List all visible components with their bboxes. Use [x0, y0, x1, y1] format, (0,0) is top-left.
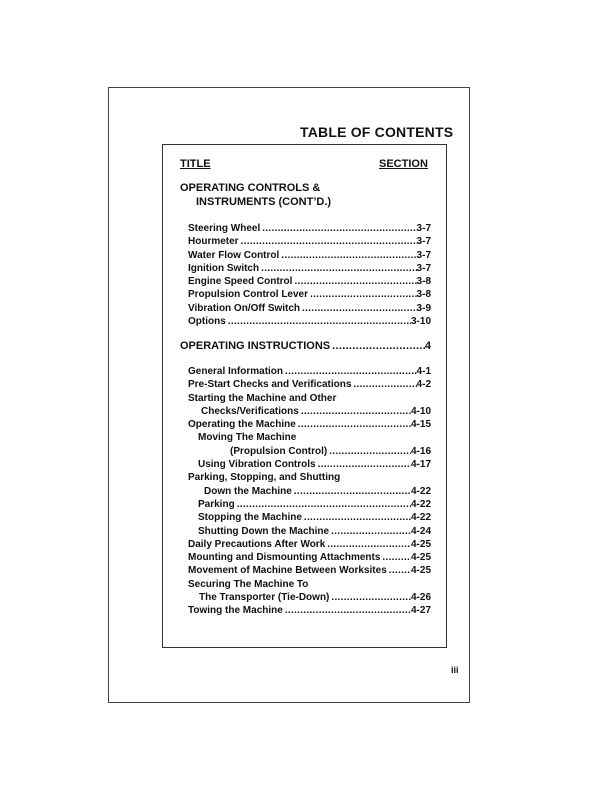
dot-leader	[235, 498, 411, 511]
toc-entry-page: 4-1	[416, 366, 431, 377]
toc-entry-page: 3-9	[416, 302, 431, 314]
toc-entry[interactable]	[188, 458, 431, 471]
toc-entry[interactable]	[188, 591, 431, 604]
toc-entry-label: Moving The Machine	[198, 432, 297, 444]
toc-entry-page: 3-8	[416, 276, 431, 288]
toc-entry[interactable]	[188, 604, 431, 617]
toc-entry-label: Using Vibration Controls	[198, 459, 316, 471]
toc-entry[interactable]	[188, 551, 431, 564]
dot-leader	[299, 405, 411, 418]
toc-entry-label: Pre-Start Checks and Verifications	[188, 379, 352, 391]
toc-entry-page: 4	[424, 340, 431, 352]
dot-leader	[259, 262, 416, 275]
toc-entry-label: Checks/Verifications	[201, 405, 299, 417]
toc-entry[interactable]	[188, 418, 431, 431]
toc-entry[interactable]	[188, 485, 431, 498]
toc-group-controls	[188, 222, 431, 328]
toc-entry-label: Daily Precautions After Work	[188, 538, 326, 550]
toc-entry-page: 3-7	[416, 223, 431, 234]
toc-entry-page: 3-7	[416, 262, 431, 274]
dot-leader	[283, 604, 411, 617]
toc-entry-label: Propulsion Control Lever	[188, 289, 309, 301]
dot-leader	[283, 365, 417, 378]
toc-entry[interactable]	[188, 262, 431, 275]
section-column-header: SECTION	[379, 158, 428, 170]
toc-entry[interactable]	[188, 392, 431, 405]
toc-entry-label: Towing the Machine	[188, 605, 283, 617]
dot-leader	[226, 315, 411, 328]
toc-entry-label: General Information	[188, 366, 284, 377]
document-title: TABLE OF CONTENTS	[300, 124, 454, 140]
dot-leader	[292, 275, 416, 288]
toc-entry-page: 4-2	[416, 379, 431, 391]
dot-leader	[302, 511, 411, 524]
dot-leader	[300, 302, 417, 315]
toc-entry-label: Mounting and Dismounting Attachments	[188, 552, 381, 564]
dot-leader	[308, 288, 417, 301]
dot-leader	[292, 485, 411, 498]
toc-entry-label: Vibration On/Off Switch	[188, 302, 301, 314]
dot-leader	[380, 551, 411, 564]
toc-entry-page: 4-25	[410, 552, 431, 564]
toc-entry-label: Water Flow Control	[188, 249, 280, 261]
toc-entry-page: 3-10	[410, 316, 431, 328]
toc-entry[interactable]	[188, 222, 431, 235]
toc-group-instructions	[188, 365, 431, 618]
toc-entry-label: Parking, Stopping, and Shutting	[188, 472, 341, 484]
toc-entry-page: 4-16	[410, 445, 431, 457]
toc-entry-page: 4-26	[410, 592, 431, 604]
dot-leader	[296, 418, 411, 431]
toc-entry-label: Down the Machine	[204, 485, 292, 497]
toc-entry[interactable]	[188, 378, 431, 391]
section-heading-line-2: INSTRUMENTS (CONT’D.)	[196, 196, 332, 208]
toc-entry-page: 4-10	[410, 405, 431, 417]
toc-entry-label: (Propulsion Control)	[230, 445, 328, 457]
toc-entry[interactable]	[188, 431, 431, 444]
toc-entry-page: 4-22	[410, 498, 431, 510]
toc-entry[interactable]	[188, 405, 431, 418]
toc-entry-page: 3-7	[416, 249, 431, 261]
toc-entry-label: Options	[188, 316, 226, 328]
toc-entry[interactable]	[188, 511, 431, 524]
toc-entry-label: Parking	[198, 498, 235, 510]
toc-entry[interactable]	[188, 498, 431, 511]
toc-entry[interactable]	[188, 249, 431, 262]
toc-entry[interactable]	[188, 538, 431, 551]
toc-entry[interactable]	[188, 315, 431, 328]
toc-entry-page: 4-22	[410, 485, 431, 497]
toc-entry-page: 4-25	[410, 565, 431, 577]
dot-leader	[387, 564, 411, 577]
toc-entry-label: Movement of Machine Between Worksites	[188, 565, 387, 577]
toc-entry[interactable]	[188, 564, 431, 577]
toc-entry-page: 4-22	[410, 512, 431, 524]
toc-entry[interactable]	[188, 235, 431, 248]
toc-entry[interactable]	[188, 288, 431, 301]
dot-leader	[329, 591, 411, 604]
dot-leader	[279, 249, 416, 262]
toc-entry[interactable]	[188, 578, 431, 591]
toc-entry-page: 4-27	[410, 605, 431, 617]
toc-entry-label: Stopping the Machine	[198, 512, 302, 524]
toc-entry-page: 4-17	[410, 459, 431, 471]
toc-entry[interactable]	[188, 445, 431, 458]
toc-operating-instructions	[180, 340, 431, 353]
toc-entry[interactable]	[188, 525, 431, 538]
toc-entry-label: The Transporter (Tie-Down)	[199, 592, 330, 604]
dot-leader	[325, 538, 411, 551]
toc-entry-label: Ignition Switch	[188, 262, 260, 274]
toc-entry-label: Operating the Machine	[188, 419, 296, 431]
dot-leader	[327, 445, 411, 458]
page-number: iii	[451, 665, 459, 675]
toc-entry-label: Shutting Down the Machine	[198, 525, 330, 537]
dot-leader	[329, 525, 411, 538]
toc-entry-label: Hourmeter	[188, 236, 239, 248]
toc-entry[interactable]	[188, 471, 431, 484]
toc-entry-page: 4-24	[410, 525, 431, 537]
toc-entry-label: OPERATING INSTRUCTIONS	[180, 340, 331, 352]
dot-leader	[260, 222, 416, 235]
dot-leader	[330, 340, 425, 353]
dot-leader	[351, 378, 416, 391]
toc-entry[interactable]	[188, 275, 431, 288]
toc-entry-page: 3-8	[416, 289, 431, 301]
toc-entry[interactable]	[180, 340, 431, 353]
toc-entry-page: 3-7	[416, 236, 431, 248]
toc-entry[interactable]	[188, 302, 431, 315]
toc-entry-label: Starting the Machine and Other	[188, 392, 337, 404]
toc-entry-page: 4-25	[410, 538, 431, 550]
dot-leader	[316, 458, 411, 471]
toc-entry-page: 4-15	[410, 419, 431, 431]
section-heading-line-1: OPERATING CONTROLS &	[180, 182, 321, 194]
title-column-header: TITLE	[180, 158, 211, 170]
toc-entry[interactable]	[188, 365, 431, 378]
toc-entry-label: Securing The Machine To	[188, 578, 309, 590]
dot-leader	[239, 235, 417, 248]
toc-entry-label: Engine Speed Control	[188, 276, 293, 288]
toc-entry-label: Steering Wheel	[188, 223, 261, 234]
